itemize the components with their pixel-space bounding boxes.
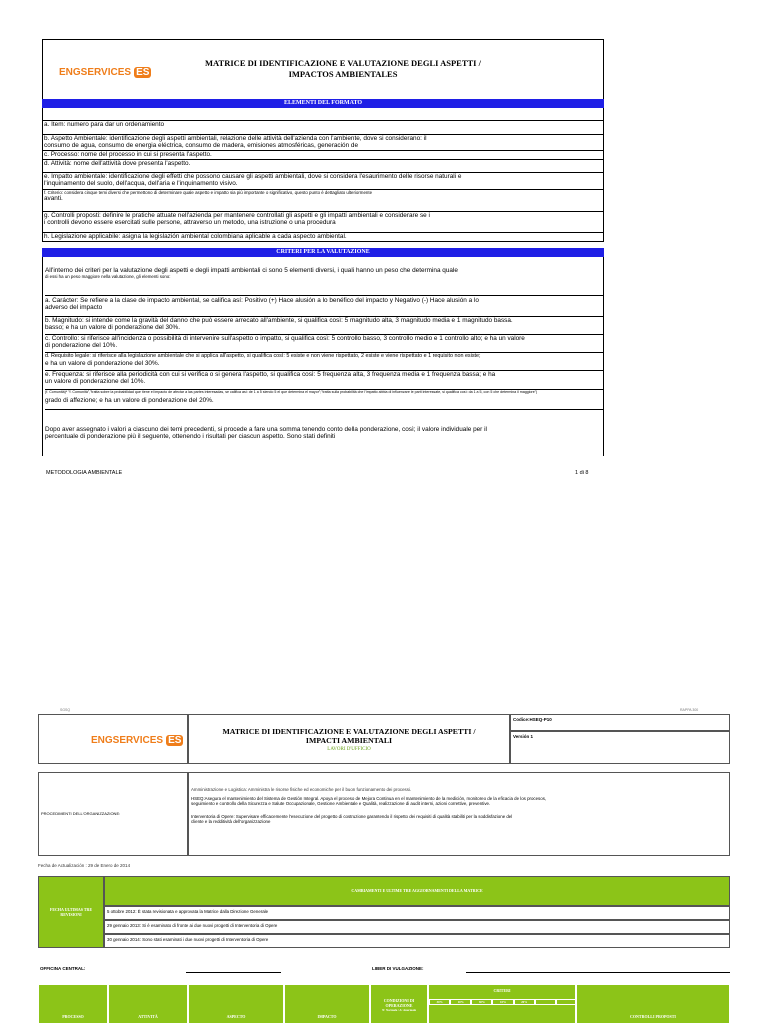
format-item-d: d. Attività: nome dell'attività dove presenta l'aspetto. xyxy=(42,159,604,172)
brand-name-2: ENGSERVICES xyxy=(91,735,164,746)
p2-subtitle: LAVORI D'UFFICIO xyxy=(327,747,371,752)
brand-name: ENGSERVICES xyxy=(59,67,132,78)
proc-text-cell: Amministrazione e Logistica: Amministra le risorse fisiche ed economiche per il buon funzionamento dei processi. HSEQ:Asegura el mantenimiento del Sistema de Gestión Integral. Apoya el proceso de Mejora Continua en el mantenimiento de la medición, monitoreo de la eficacia de los procesos, seguimiento e controllo della Sicurezza e Salute Occupazionale, Gestione Ambientale e Qualità, realizzazione di audit interni, azioni correttive, preventive. Interventoria di Opere: Supervisare efficacemente l'esecuzione del progetto di costruzione garantendo il rispetto dei requisiti di qualità stabiliti per la soddisfazione del cliente e la redditività dell'organizzazione xyxy=(188,772,730,856)
format-item-g: g. Controlli proposti: definire le pratiche attuate nell'azienda per mantenere controllati gli aspetti e gli impatti ambientali e considerare se i i controlli devono essere esercitati sulle persone, attraverso un metodo, una istruzione o una procedura xyxy=(42,211,604,232)
col-controlli: CONTROLLI PROPOSTI xyxy=(576,984,730,1024)
update-date: Fecha de Actualización : 29 de Enero de 2014 xyxy=(38,863,131,868)
top-left-tag: SGSQ xyxy=(60,708,71,712)
office-label: OFFICINA CENTRAL: xyxy=(40,966,86,971)
criteria-closing: Dopo aver assegnato i valori a ciascuno dei temi precedenti, si procede a fare una somma tenendo conto della ponderazione, così; il valore individuale per il percentuale di ponderazione più il seguente, ottenendo i risultati per ciascun aspetto. Sono stati definiti xyxy=(45,426,487,441)
criteria-f: (f. Comunità)* "f. Comunità","tratta sobre la probabilidad que tiene el impacto de afectar a las partes interesadas, se califica así: de 1 a 5 siendo 5 el que determina el mayor";"tratta sulla probabilità che l'impatto abbia di influenzare le parti interessate, si qualifica così: da 1 a 5, con 5 che determina il maggiore") grado di affezione; e ha un valore di ponderazione del 20%. xyxy=(45,390,603,410)
col-criteri: CRITERI 30% 10% 30% 10% 20% xyxy=(428,984,576,1024)
criteria-b: b. Magnitudo: si intende come la gravità del danno che può essere arrecato all'ambiente, si qualifica così: 5 magnitudo alta, 3 magnitudo media e 1 magnitudo bassa. basso; e ha un valore di ponderazione del 30%. xyxy=(45,317,603,335)
col-condizioni: CONDIZIONI DI OPERAZIONE N: Normale / A: Anormale xyxy=(370,984,428,1024)
proc-label-cell: PROCEDIMENTI DELL'ORGANIZZAZIONE: xyxy=(38,772,188,856)
release-label: LIBER DI VULGAZIONE: xyxy=(372,966,424,971)
changes-title-cell: CAMBIAMENTI E ULTIME TRE AGGIORNAMENTI DELLA MATRICE xyxy=(104,876,730,906)
criteria-d: d. Requisito legale: si riferisce alla legislazione ambientale che si applica all'aspetto, si qualifica così: 5 esiste e non viene rispettato, 2 esiste e viene rispettato e 1 requisito non esiste; e ha un valore di ponderazione del 30%. xyxy=(45,353,603,371)
format-item-b: b. Aspetto Ambientale: identificazione degli aspetti ambientali, relazione delle attività dell'azienda con l'ambiente, dove si considerano: il consumo de agua, consumo de energia eléctrica, consumo de madera, emisiones atmosféricas, generación de xyxy=(42,134,604,150)
office-line xyxy=(186,972,281,973)
col-attivita: ATTIVITÀ xyxy=(108,984,188,1024)
format-item-f: f. Criterio: considera cinque temi diversi che permettono di determinare quale aspetto e impatto sia più importante o significativo, questo punto è dettagliato ulteriormente avanti. xyxy=(42,189,604,211)
change-row-2: 29 gennaio 2013: Si è esaminato di fronte ai due nuovi progetti di Interventoria di Opere xyxy=(104,920,730,934)
criteria-block xyxy=(42,257,604,456)
section-criteria-bar xyxy=(42,248,604,257)
change-row-1: 5 ottobre 2012: È stata revisionata e approvata la Matrice dalla Direzione Generale xyxy=(104,906,730,920)
footer-left: METODOLOGIA AMBIENTALE xyxy=(46,470,123,476)
p2-code-cell: Codice:HSEQ-P10 xyxy=(510,714,730,731)
section-criteria-title: CRITERI PER LA VALUTAZIONE xyxy=(276,249,370,255)
section-format-bar xyxy=(42,99,604,108)
col-aspecto: ASPECTO xyxy=(188,984,284,1024)
page-title xyxy=(163,58,523,80)
p2-title-cell xyxy=(188,714,510,764)
format-item-e: e. Impatto ambientale: identificazione degli effetti che possono causare gli aspetti ambientali, dove si considera l'esaurimento delle risorse naturali e l'inquinamento del suolo, dell'acqua, dell'aria e l'inquinamento visivo. xyxy=(42,172,604,189)
col-processo: PROCESSO xyxy=(38,984,108,1024)
criteria-e: e. Frequenza: si riferisce alla periodicità con cui si verifica o si genera l'aspetto, si qualifica così: 5 frequenza alta, 3 frequenza media e 1 frequenza bassa; e ha un valore di ponderazione del 10%. xyxy=(45,371,603,390)
col-impacto: IMPACTO xyxy=(284,984,370,1024)
brand-logo xyxy=(59,67,151,78)
p2-title-line-2: IMPACTI AMBIENTALI xyxy=(305,736,393,745)
criteria-pct-row: 30% 10% 30% 10% 20% xyxy=(429,999,577,1005)
format-item-c: c. Processo: nome del processo in cui si presenta l'aspetto. xyxy=(42,150,604,159)
p2-logo-cell xyxy=(38,714,188,764)
brand-logo-2 xyxy=(91,735,183,746)
brand-badge: ES xyxy=(136,67,150,78)
changes-label-cell: FECHA ULTIMAS TRE REVISIONI xyxy=(38,876,104,948)
criteria-c: c. Controllo: si riferisce all'incidenza o possibilità di intervenire sull'aspetto o impatto, si qualifica così: 5 controllo basso, 3 controllo medio e 1 controllo alto; e ha un valore di ponderazione del 10%. xyxy=(45,335,603,353)
footer-page-number: 1 di 8 xyxy=(575,470,589,476)
criteria-a: a. Carácter: Se refiere a la clase de impacto ambiental, se califica así: Positivo (+) Hace alusión a lo benéfico del impacto y Negativo (-) Hace alusión a lo adverso del impacto xyxy=(45,296,603,317)
matrix-header xyxy=(38,984,730,1024)
release-line xyxy=(466,972,730,973)
title-line-1: MATRICE DI IDENTIFICAZIONE E VALUTAZIONE DEGLI ASPETTI / xyxy=(205,58,481,68)
change-row-3: 30 gennaio 2014: Sono stati esaminati i due nuovi progetti di Interventoria di Opere xyxy=(104,934,730,948)
p2-title-line-1: MATRICE DI IDENTIFICAZIONE E VALUTAZIONE DEGLI ASPETTI / xyxy=(222,727,476,736)
format-item-a: a. Item: numero para dar un ordenamiento xyxy=(42,120,604,134)
title-line-2: IMPACTOS AMBIENTALES xyxy=(288,69,398,79)
section-format-title: ELEMENTI DEL FORMATO xyxy=(283,100,363,106)
format-list xyxy=(42,120,604,242)
format-item-h: h. Legislazione applicabile: asigna la legislazión ambiental colombiana aplicable a cada aspecto ambiental. xyxy=(42,232,604,242)
criteria-intro: All'interno dei criteri per la valutazione degli aspetti e degli impatti ambientali ci sono 5 elementi diversi, i quali hanno un peso che determina quale di essi ha un peso maggiore nella valutazione, gli elementi sono: xyxy=(45,257,603,296)
top-right-tag: RAPPA 300 xyxy=(680,708,699,712)
p2-version-cell: Versión 1 xyxy=(510,731,730,764)
brand-badge-2: ES xyxy=(168,735,182,746)
